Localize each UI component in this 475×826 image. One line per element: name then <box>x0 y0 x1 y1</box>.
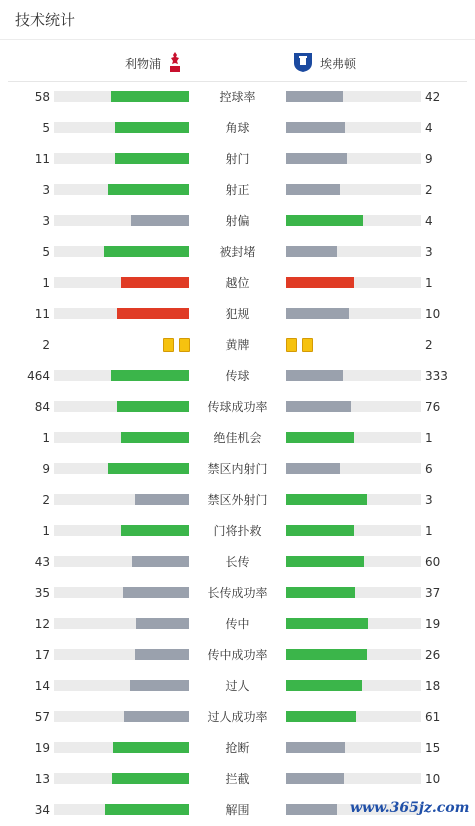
stat-label: 绝佳机会 <box>213 431 262 445</box>
home-bar-fill <box>117 401 189 412</box>
home-value: 1 <box>42 524 50 538</box>
stat-label: 禁区外射门 <box>207 493 268 507</box>
away-value: 76 <box>425 400 441 414</box>
home-bar-fill <box>121 525 189 536</box>
away-bar-fill <box>286 711 356 722</box>
away-bar-track <box>286 122 421 133</box>
away-bar-fill <box>286 680 362 691</box>
stat-row <box>0 183 475 197</box>
away-bar-track <box>286 91 421 102</box>
home-value: 57 <box>34 710 50 724</box>
home-bar-track <box>54 742 189 753</box>
home-yellow-cards <box>163 338 190 352</box>
stat-label: 角球 <box>225 121 250 135</box>
away-value: 19 <box>425 617 441 631</box>
home-value: 1 <box>42 276 50 290</box>
home-bar-track <box>54 246 189 257</box>
stat-label: 抢断 <box>225 741 250 755</box>
stat-label: 传球成功率 <box>207 400 268 414</box>
stat-label: 过人 <box>225 679 250 693</box>
away-value: 18 <box>425 679 441 693</box>
stat-row <box>0 90 475 104</box>
home-bar-track <box>54 277 189 288</box>
home-bar-fill <box>123 587 189 598</box>
away-bar-fill <box>286 91 343 102</box>
away-bar-track <box>286 742 421 753</box>
home-bar-fill <box>108 184 189 195</box>
stat-row <box>0 121 475 135</box>
home-value: 19 <box>34 741 50 755</box>
stat-row <box>0 245 475 259</box>
away-value: 1 <box>425 276 433 290</box>
header-divider <box>8 81 467 82</box>
home-value: 11 <box>34 307 50 321</box>
stat-label: 射正 <box>225 183 250 197</box>
stat-label: 解围 <box>225 803 250 817</box>
away-bar-fill <box>286 432 354 443</box>
stat-row <box>0 741 475 755</box>
away-bar-fill <box>286 184 340 195</box>
away-bar-track <box>286 680 421 691</box>
away-bar-fill <box>286 742 345 753</box>
home-bar-track <box>54 215 189 226</box>
away-bar-track <box>286 370 421 381</box>
home-bar-fill <box>112 773 189 784</box>
away-bar-track <box>286 618 421 629</box>
watermark: www.365jz.com <box>350 800 470 816</box>
home-bar-track <box>54 463 189 474</box>
away-value: 2 <box>425 183 433 197</box>
home-value: 9 <box>42 462 50 476</box>
home-bar-track <box>54 184 189 195</box>
home-value: 5 <box>42 121 50 135</box>
home-bar-track <box>54 773 189 784</box>
home-value: 35 <box>34 586 50 600</box>
away-bar-track <box>286 432 421 443</box>
stat-row <box>0 338 475 352</box>
home-value: 2 <box>42 338 50 352</box>
stat-label: 犯规 <box>225 307 250 321</box>
stat-label: 传中 <box>225 617 250 631</box>
stat-label: 过人成功率 <box>207 710 268 724</box>
away-value: 4 <box>425 121 433 135</box>
stat-label: 黄牌 <box>225 338 250 352</box>
stat-row <box>0 214 475 228</box>
home-bar-track <box>54 91 189 102</box>
away-bar-fill <box>286 401 351 412</box>
stat-label: 拦截 <box>225 772 250 786</box>
away-bar-fill <box>286 246 337 257</box>
away-value: 4 <box>425 214 433 228</box>
home-bar-fill <box>135 494 189 505</box>
away-bar-fill <box>286 804 337 815</box>
stat-row <box>0 400 475 414</box>
home-bar-fill <box>135 649 189 660</box>
away-value: 9 <box>425 152 433 166</box>
away-value: 2 <box>425 338 433 352</box>
stat-row <box>0 276 475 290</box>
away-bar-track <box>286 711 421 722</box>
home-value: 34 <box>34 803 50 817</box>
away-bar-track <box>286 215 421 226</box>
away-value: 42 <box>425 90 441 104</box>
home-bar-fill <box>136 618 189 629</box>
away-bar-track <box>286 649 421 660</box>
home-bar-fill <box>111 370 189 381</box>
away-value: 10 <box>425 772 441 786</box>
stat-row <box>0 493 475 507</box>
away-bar-fill <box>286 122 345 133</box>
home-bar-track <box>54 680 189 691</box>
home-bar-fill <box>131 215 189 226</box>
home-team-name: 利物浦 <box>125 57 162 71</box>
away-value: 3 <box>425 245 433 259</box>
away-team-name: 埃弗顿 <box>320 57 357 71</box>
stat-label: 射门 <box>225 152 250 166</box>
home-bar-track <box>54 153 189 164</box>
home-value: 3 <box>42 214 50 228</box>
home-bar-track <box>54 711 189 722</box>
stat-label: 传中成功率 <box>207 648 268 662</box>
yellow-card-icon <box>302 338 313 352</box>
away-bar-track <box>286 525 421 536</box>
away-bar-fill <box>286 587 355 598</box>
away-value: 333 <box>425 369 448 383</box>
yellow-card-icon <box>163 338 174 352</box>
home-bar-track <box>54 401 189 412</box>
away-value: 1 <box>425 524 433 538</box>
away-bar-fill <box>286 153 347 164</box>
stat-row <box>0 431 475 445</box>
home-bar-fill <box>104 246 189 257</box>
away-bar-track <box>286 556 421 567</box>
home-bar-track <box>54 804 189 815</box>
home-bar-fill <box>121 277 189 288</box>
away-value: 60 <box>425 555 441 569</box>
away-value: 37 <box>425 586 441 600</box>
home-bar-track <box>54 494 189 505</box>
away-bar-track <box>286 308 421 319</box>
home-bar-track <box>54 370 189 381</box>
home-value: 5 <box>42 245 50 259</box>
away-bar-track <box>286 494 421 505</box>
page-title: 技术统计 <box>15 11 76 29</box>
home-bar-track <box>54 649 189 660</box>
yellow-card-icon <box>179 338 190 352</box>
away-bar-fill <box>286 525 354 536</box>
stat-row <box>0 307 475 321</box>
home-bar-track <box>54 122 189 133</box>
home-bar-fill <box>130 680 189 691</box>
liverpool-crest-icon <box>167 51 183 76</box>
away-value: 1 <box>425 431 433 445</box>
away-bar-track <box>286 277 421 288</box>
away-bar-fill <box>286 215 363 226</box>
away-value: 61 <box>425 710 441 724</box>
away-bar-track <box>286 153 421 164</box>
home-bar-fill <box>108 463 189 474</box>
home-bar-track <box>54 432 189 443</box>
stat-label: 射偏 <box>225 214 250 228</box>
home-bar-track <box>54 556 189 567</box>
home-value: 84 <box>34 400 50 414</box>
everton-crest-icon <box>292 51 314 76</box>
away-bar-track <box>286 246 421 257</box>
away-bar-fill <box>286 308 349 319</box>
away-bar-track <box>286 587 421 598</box>
stat-label: 长传成功率 <box>207 586 268 600</box>
stat-label: 控球率 <box>219 90 256 104</box>
away-bar-fill <box>286 370 343 381</box>
stat-row <box>0 710 475 724</box>
home-bar-fill <box>117 308 189 319</box>
away-value: 6 <box>425 462 433 476</box>
home-bar-track <box>54 587 189 598</box>
stat-label: 越位 <box>225 276 250 290</box>
title-divider <box>0 39 475 40</box>
away-bar-fill <box>286 463 340 474</box>
stat-label: 长传 <box>225 555 250 569</box>
away-yellow-cards <box>286 338 313 352</box>
home-value: 1 <box>42 431 50 445</box>
stat-row <box>0 524 475 538</box>
stat-row <box>0 369 475 383</box>
stat-label: 门将扑救 <box>213 524 262 538</box>
home-value: 17 <box>34 648 50 662</box>
home-value: 14 <box>34 679 50 693</box>
home-bar-fill <box>105 804 189 815</box>
away-bar-track <box>286 463 421 474</box>
stat-row <box>0 772 475 786</box>
away-team-header <box>292 51 356 76</box>
stat-label: 禁区内射门 <box>207 462 268 476</box>
home-value: 11 <box>34 152 50 166</box>
home-bar-fill <box>115 153 189 164</box>
home-bar-fill <box>113 742 189 753</box>
stat-row <box>0 462 475 476</box>
away-bar-fill <box>286 649 367 660</box>
stat-label: 被封堵 <box>219 245 256 259</box>
home-bar-fill <box>115 122 189 133</box>
away-bar-track <box>286 184 421 195</box>
home-bar-track <box>54 525 189 536</box>
away-bar-fill <box>286 618 368 629</box>
stat-row <box>0 617 475 631</box>
home-bar-fill <box>124 711 189 722</box>
home-bar-track <box>54 618 189 629</box>
home-value: 43 <box>34 555 50 569</box>
stat-row <box>0 648 475 662</box>
away-bar-track <box>286 773 421 784</box>
home-value: 3 <box>42 183 50 197</box>
away-bar-fill <box>286 773 344 784</box>
stat-row <box>0 586 475 600</box>
home-value: 12 <box>34 617 50 631</box>
yellow-card-icon <box>286 338 297 352</box>
away-bar-fill <box>286 494 367 505</box>
stat-row <box>0 555 475 569</box>
away-bar-fill <box>286 277 354 288</box>
away-value: 15 <box>425 741 441 755</box>
home-bar-track <box>54 308 189 319</box>
away-bar-track <box>286 401 421 412</box>
stat-row <box>0 152 475 166</box>
home-value: 58 <box>34 90 50 104</box>
home-bar-fill <box>121 432 189 443</box>
away-value: 26 <box>425 648 441 662</box>
home-bar-fill <box>111 91 189 102</box>
home-bar-fill <box>132 556 189 567</box>
away-value: 3 <box>425 493 433 507</box>
home-value: 13 <box>34 772 50 786</box>
home-value: 464 <box>27 369 50 383</box>
home-value: 2 <box>42 493 50 507</box>
stat-row <box>0 679 475 693</box>
away-bar-fill <box>286 556 364 567</box>
away-value: 10 <box>425 307 441 321</box>
stat-label: 传球 <box>225 369 250 383</box>
home-team-header <box>125 51 183 76</box>
